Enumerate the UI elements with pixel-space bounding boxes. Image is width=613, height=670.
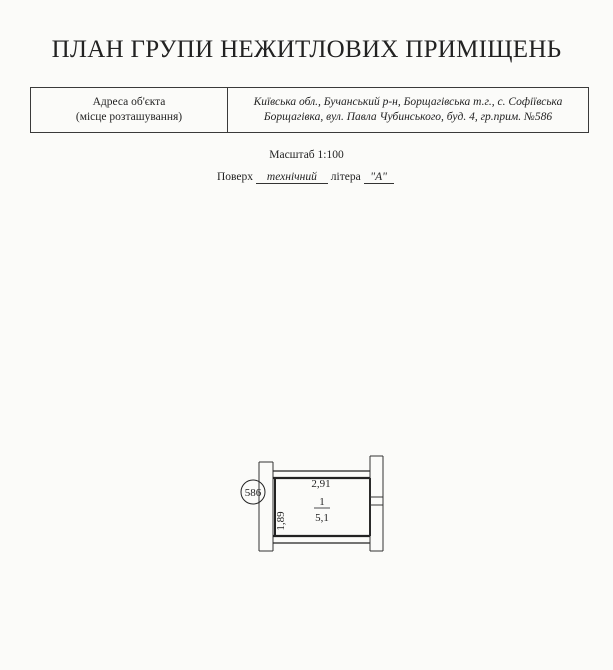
letter-value: "А" (364, 171, 394, 184)
scale-text: Масштаб 1:100 (269, 149, 344, 161)
document-title: ПЛАН ГРУПИ НЕЖИТЛОВИХ ПРИМІЩЕНЬ (51, 36, 562, 63)
room-number-label: 1 (319, 496, 325, 508)
right-wall (370, 456, 383, 551)
floor-label: Поверх (217, 171, 254, 183)
address-label-line2: (місце розташування) (75, 111, 183, 123)
left-wall (259, 462, 273, 551)
height-dimension-label: 1,89 (275, 511, 287, 531)
room-area-label: 5,1 (315, 512, 329, 524)
floor-value: технічний (256, 171, 328, 184)
letter-label: літера (330, 171, 361, 183)
address-label-line1: Адреса об'єкта (92, 96, 166, 108)
address-value-line1: Київська обл., Бучанський р-н, Борщагівська т.г., с. Софіївська (253, 96, 563, 108)
group-number-label: 586 (244, 487, 262, 499)
address-value-line2: Борщагівка, вул. Павла Чубинського, буд. 4, гр.прим. №586 (263, 111, 553, 123)
width-dimension-label: 2,91 (311, 478, 331, 490)
